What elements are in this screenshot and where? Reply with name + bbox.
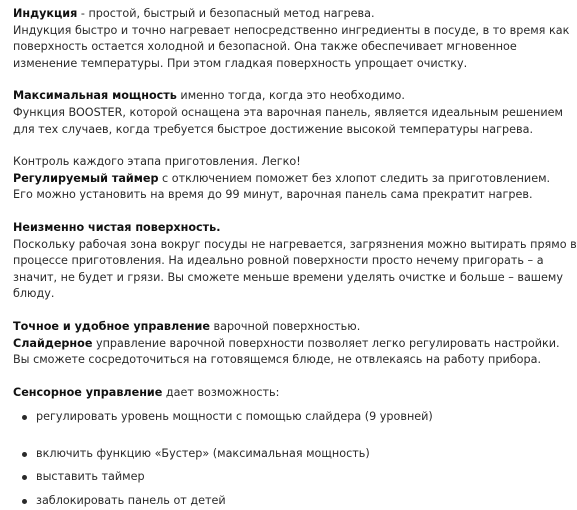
clean-line-2: Поскольку рабочая зона вокруг посуды не нагревается, загрязнения можно вытирать прямо в — [13, 237, 577, 251]
clean-line-4: значит, не будет и грязи. Вы сможете меньше времени уделять очистке и больше – вашему — [13, 270, 563, 284]
timer-section — [13, 154, 551, 204]
induction-line-3: поверхность остается холодной и безопасной. Она также обеспечивает мгновенное — [13, 40, 517, 54]
timer-title: Регулируемый таймер — [13, 171, 159, 185]
power-line-3: для тех случаев, когда требуется быстрое достижение высокой температуры нагрева. — [13, 122, 534, 136]
clean-line-3: процессе приготовления. На идеально ровной поверхности просто нечему пригорать – а — [13, 254, 544, 268]
clean-section — [13, 220, 577, 303]
list-item: заблокировать панель от детей — [13, 493, 483, 510]
power-section — [13, 88, 563, 138]
clean-line-5: блюду. — [13, 287, 55, 301]
list-item: выставить таймер — [13, 469, 483, 486]
induction-section — [13, 6, 570, 72]
power-line-1: Максимальная мощность именно тогда, когда это необходимо. — [13, 89, 405, 103]
touch-line-1: Сенсорное управление дает возможность: — [13, 385, 280, 399]
control-line-1: Точное и удобное управление варочной поверхностью. — [13, 319, 361, 333]
touch-title: Сенсорное управление — [13, 385, 163, 399]
induction-line-1: Индукция - простой, быстрый и безопасный метод нагрева. — [13, 7, 375, 20]
list-item: регулировать уровень мощности с помощью слайдера (9 уровней) — [13, 409, 483, 426]
clean-line-1 — [13, 220, 483, 237]
touch-section — [13, 385, 483, 510]
control-line-2: Слайдерное управление варочной поверхности позволяет легко регулировать настройки. — [13, 336, 560, 350]
power-title: Максимальная мощность — [13, 89, 177, 103]
control-section — [13, 319, 560, 369]
power-line-2: Функция BOOSTER, которой оснащена эта варочная панель, является идеальным решением — [13, 105, 563, 119]
control-title: Точное и удобное управление — [13, 319, 210, 333]
slider-title: Слайдерное — [13, 336, 93, 350]
timer-line-2: Регулируемый таймер с отключением поможет без хлопот следить за приготовлением. — [13, 171, 551, 185]
feature-list — [13, 409, 483, 509]
induction-line-2: Индукция быстро и точно нагревает непосредственно ингредиенты в посуде, в то время как — [13, 23, 570, 37]
clean-title: Неизменно чистая поверхность. — [13, 220, 221, 234]
control-line-3: Вы сможете сосредоточиться на готовящемся блюде, не отвлекаясь на работу прибора. — [13, 353, 541, 367]
list-item: включить функцию «Бустер» (максимальная мощность) — [13, 446, 483, 463]
induction-line-4: изменение температуры. При этом гладкая поверхность упрощает очистку. — [13, 56, 468, 70]
timer-line-3: Его можно установить на время до 99 минут, варочная панель сама прекратит нагрев. — [13, 188, 533, 202]
timer-intro: Контроль каждого этапа приготовления. Легко! — [13, 155, 301, 169]
induction-title: Индукция — [13, 7, 78, 20]
